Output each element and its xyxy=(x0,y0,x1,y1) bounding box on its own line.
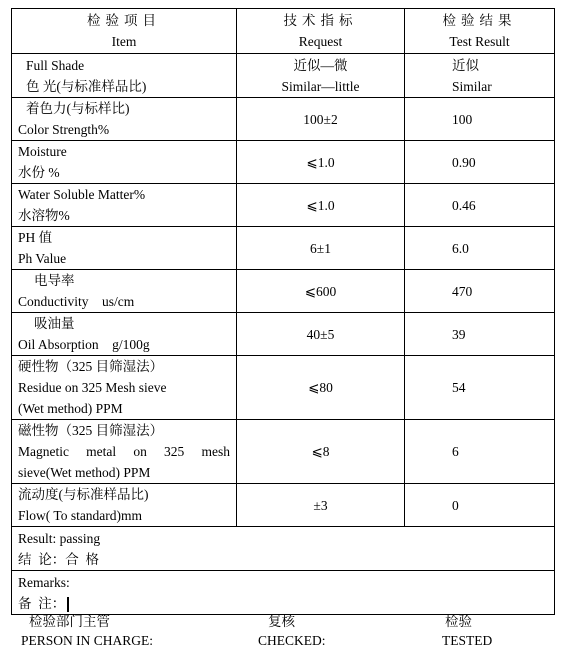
result-value: 100 xyxy=(405,98,555,141)
item-line-2: 色 光(与标准样品比) xyxy=(26,78,147,94)
header-result xyxy=(405,9,555,54)
item-cell xyxy=(12,484,237,527)
request-value: ⩽8 xyxy=(237,420,405,484)
result-value: 0.46 xyxy=(405,184,555,227)
item-line-1: PH 值 xyxy=(18,230,53,245)
item-line-2: Residue on 325 Mesh sieve xyxy=(18,380,167,395)
table-row xyxy=(12,420,555,484)
remarks-row xyxy=(12,571,555,615)
request-line-1: 近似—微 xyxy=(293,57,348,73)
header-row xyxy=(12,9,555,54)
item-cell xyxy=(12,184,237,227)
remarks-cn: 备 注： xyxy=(18,595,66,611)
signature-person-in-charge xyxy=(21,612,154,650)
request-value: ⩽1.0 xyxy=(237,141,405,184)
header-result-cn: 检验结果 xyxy=(442,13,517,28)
item-line-1: 流动度(与标准样品比) xyxy=(18,487,149,502)
result-row xyxy=(12,527,555,571)
item-cell xyxy=(12,313,237,356)
request-cell xyxy=(237,54,405,98)
signature-checked xyxy=(258,612,326,650)
item-cell xyxy=(12,356,237,420)
request-value: ⩽80 xyxy=(237,356,405,420)
signature-en: TESTED xyxy=(442,633,493,648)
table-row xyxy=(12,270,555,313)
table-row xyxy=(12,98,555,141)
item-line-3: (Wet method) PPM xyxy=(18,401,123,416)
request-value: 40±5 xyxy=(237,313,405,356)
result-value: 6 xyxy=(405,420,555,484)
result-value: 54 xyxy=(405,356,555,420)
item-cell xyxy=(12,98,237,141)
item-line-1: Water Soluble Matter% xyxy=(18,187,146,202)
item-line-1: 硬性物（325 目筛湿法） xyxy=(18,359,164,374)
header-item-en: Item xyxy=(111,34,137,49)
table-row xyxy=(12,313,555,356)
test-report-table xyxy=(11,8,555,615)
result-value: 0.90 xyxy=(405,141,555,184)
signature-block xyxy=(0,612,569,652)
request-value: ⩽1.0 xyxy=(237,184,405,227)
item-line-2: Color Strength% xyxy=(18,122,110,137)
item-line-1: 磁性物（325 目筛湿法） xyxy=(18,423,164,438)
request-value: 6±1 xyxy=(237,227,405,270)
item-line-2: Conductivity us/cm xyxy=(18,294,135,309)
conclusion-cell xyxy=(12,527,555,571)
result-value: 6.0 xyxy=(405,227,555,270)
item-line-1: Moisture xyxy=(18,144,67,159)
header-request-en: Request xyxy=(298,34,343,49)
request-value: ±3 xyxy=(237,484,405,527)
result-cn: 结 论：合 格 xyxy=(18,551,99,567)
item-line-2: Oil Absorption g/100g xyxy=(18,337,150,352)
remarks-en: Remarks: xyxy=(18,574,70,590)
result-en: Result: passing xyxy=(18,530,101,546)
table-row xyxy=(12,184,555,227)
item-line-1: 着色力(与标样比) xyxy=(26,101,130,116)
item-line-2: Ph Value xyxy=(18,251,67,266)
item-line-1: 电导率 xyxy=(34,273,75,288)
item-cell xyxy=(12,141,237,184)
signature-en: PERSON IN CHARGE: xyxy=(21,633,154,648)
table-row xyxy=(12,141,555,184)
item-line-1: Full Shade xyxy=(26,57,85,73)
item-line-2: 水溶物% xyxy=(18,208,70,223)
item-cell xyxy=(12,227,237,270)
request-line-2: Similar—little xyxy=(281,78,360,94)
signature-cn: 检验 xyxy=(445,614,472,629)
item-line-1: 吸油量 xyxy=(34,316,75,331)
item-line-2: 水份 % xyxy=(18,165,60,180)
item-line-2: Magnetic metal on 325 mesh xyxy=(18,444,230,459)
text-cursor xyxy=(67,597,69,612)
table-row xyxy=(12,356,555,420)
result-value: 470 xyxy=(405,270,555,313)
signature-tested xyxy=(442,612,493,650)
result-value: 0 xyxy=(405,484,555,527)
header-result-en: Test Result xyxy=(449,34,510,49)
item-cell xyxy=(12,270,237,313)
request-value: 100±2 xyxy=(237,98,405,141)
item-cell xyxy=(12,54,237,98)
result-line-1: 近似 xyxy=(452,57,479,73)
result-line-2: Similar xyxy=(452,78,492,94)
header-item xyxy=(12,9,237,54)
signature-cn: 检验部门主管 xyxy=(29,614,110,629)
header-request xyxy=(237,9,405,54)
table-row xyxy=(12,54,555,98)
remarks-line xyxy=(18,593,554,614)
item-line-3: sieve(Wet method) PPM xyxy=(18,465,151,480)
table-row xyxy=(12,227,555,270)
request-value: ⩽600 xyxy=(237,270,405,313)
result-cell xyxy=(405,54,555,98)
table-row xyxy=(12,484,555,527)
signature-cn: 复核 xyxy=(268,614,295,629)
result-value: 39 xyxy=(405,313,555,356)
signature-en: CHECKED: xyxy=(258,633,326,648)
item-line-2: Flow( To standard)mm xyxy=(18,508,143,523)
remarks-cell[interactable] xyxy=(12,571,555,615)
item-cell xyxy=(12,420,237,484)
header-request-cn: 技术指标 xyxy=(283,13,358,28)
header-item-cn: 检验项目 xyxy=(87,13,161,28)
